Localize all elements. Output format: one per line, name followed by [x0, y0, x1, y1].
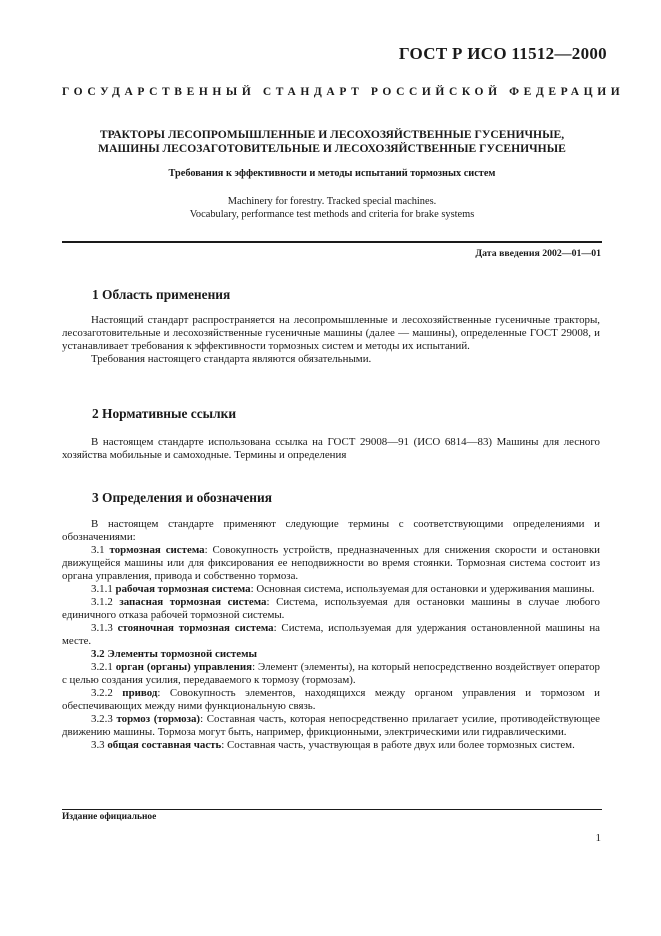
definition-term: тормоз (тормоза)	[116, 713, 201, 725]
definition-3-1-1	[62, 583, 600, 596]
english-title	[62, 195, 602, 221]
definition-text: : Элемент (элементы), на который непосредственно воздействует оператор с целью создания усилия, передаваемого к тормозу (тормозам).	[62, 661, 601, 686]
definition-3-1-2	[62, 596, 600, 622]
section-2-heading: 2 Нормативные ссылки	[92, 406, 237, 421]
document-title	[62, 128, 602, 156]
definition-3-1-3	[62, 622, 600, 648]
subsection-heading-text: 3.2 Элементы тормозной системы	[91, 648, 258, 660]
header-divider	[62, 241, 602, 243]
definition-term: общая составная часть	[107, 739, 222, 751]
official-edition-note: Издание официальное	[62, 812, 157, 822]
definition-number: 3.2.3	[91, 713, 113, 725]
english-title-line-1: Machinery for forestry. Tracked special machines.	[227, 196, 437, 207]
definition-text: : Совокупность устройств, предназначенных для снижения скорости и остановки движущейся машины или для фиксирования ее неподвижности во время стоянки. Тормозная система состоит из органа управления, привода и собственно тормоза.	[62, 544, 600, 582]
definition-3-2-2	[62, 687, 600, 713]
document-subtitle: Требования к эффективности и методы испытаний тормозных систем	[168, 168, 496, 179]
definition-3-1	[62, 544, 600, 583]
footer-divider	[62, 809, 602, 810]
section-3-heading: 3 Определения и обозначения	[92, 490, 272, 505]
section-2-paragraph-1: В настоящем стандарте использована ссылка на ГОСТ 29008—91 (ИСО 6814—83) Машины для лесного хозяйства мобильные и самоходные. Термины и определения	[62, 436, 600, 461]
definition-3-2-1	[62, 661, 600, 687]
state-standard-title: ГОСУДАРСТВЕННЫЙ СТАНДАРТ РОССИЙСКОЙ ФЕДЕРАЦИИ	[62, 86, 625, 98]
definition-text: : Составная часть, участвующая в работе двух или более тормозных систем.	[221, 739, 575, 751]
definition-number: 3.1.1	[91, 583, 113, 595]
english-title-line-2: Vocabulary, performance test methods and criteria for brake systems	[189, 209, 475, 220]
definition-term: привод	[122, 687, 158, 699]
definition-number: 3.2.1	[91, 661, 113, 673]
definition-number: 3.1.2	[91, 596, 113, 608]
section-2-body	[62, 436, 600, 462]
title-line-2: МАШИНЫ ЛЕСОЗАГОТОВИТЕЛЬНЫЕ И ЛЕСОХОЗЯЙСТВЕННЫЕ ГУСЕНИЧНЫЕ	[98, 142, 566, 155]
section-1-paragraph-1: Настоящий стандарт распространяется на лесопромышленные и лесохозяйственные гусеничные тракторы, лесозаготовительные и лесохозяйственные гусеничные машины (далее — машины), определенные ГОСТ 29008, и устанавливает требования к эффективности тормозных систем и методы их испытаний.	[62, 314, 600, 352]
definition-term: стояночная тормозная система	[117, 622, 274, 634]
definition-number: 3.3	[91, 739, 105, 751]
introduction-date: Дата введения 2002—01—01	[475, 248, 601, 259]
definition-term: рабочая тормозная система	[115, 583, 251, 595]
definition-number: 3.2.2	[91, 687, 113, 699]
title-line-1: ТРАКТОРЫ ЛЕСОПРОМЫШЛЕННЫЕ И ЛЕСОХОЗЯЙСТВЕННЫЕ ГУСЕНИЧНЫЕ,	[99, 128, 565, 141]
section-3-body	[62, 518, 600, 752]
definition-text: : Система, используемая для удержания остановленной машины на месте.	[62, 622, 601, 647]
definition-3-2-3	[62, 713, 600, 739]
section-3-intro: В настоящем стандарте применяют следующие термины с соответствующими определениями и обозначениями:	[62, 518, 600, 543]
definition-text: : Совокупность элементов, находящихся между органом управления и тормозом и обеспечивающих между ними функциональную связь.	[62, 687, 600, 712]
subsection-3-2-heading	[62, 648, 600, 661]
definition-term: запасная тормозная система	[119, 596, 267, 608]
definition-3-3	[62, 739, 600, 752]
definition-term: тормозная система	[109, 544, 205, 556]
definition-text: : Составная часть, которая непосредственно прилагает усилие, противодействующее движению машины. Тормоза могут быть, например, фрикционными, электрическими или гидравлическими.	[62, 713, 601, 738]
section-1-paragraph-2: Требования настоящего стандарта являются обязательными.	[91, 353, 372, 365]
definition-text: : Система, используемая для остановки машины в случае любого единичного отказа рабочей тормозной системы.	[62, 596, 600, 621]
section-1-body	[62, 314, 600, 366]
document-code: ГОСТ Р ИСО 11512—2000	[398, 44, 607, 63]
section-1-heading: 1 Область применения	[92, 287, 231, 302]
definition-text: : Основная система, используемая для остановки и удерживания машины.	[250, 583, 595, 595]
definition-number: 3.1	[91, 544, 105, 556]
definition-term: орган (органы) управления	[115, 661, 253, 673]
definition-number: 3.1.3	[91, 622, 113, 634]
page-number: 1	[595, 832, 601, 844]
